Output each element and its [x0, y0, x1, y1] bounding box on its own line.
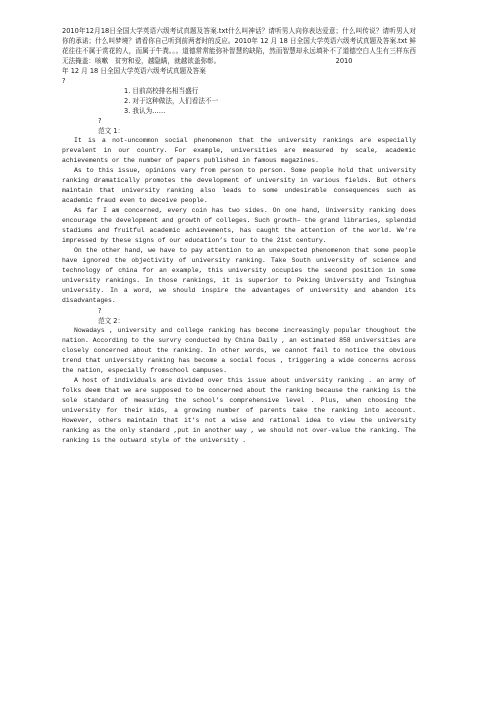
sample1-paragraph: As far I am concerned, every coin has two sides. On one hand, University ranking does encourage the development and growth of colleges. Such growth– the grand libraries, splendid stadiums and fruitful academic achievements, has caught the attention of the world. We’re impressed by these signs of our education’s tour to the 21st century.: [62, 207, 416, 244]
sample1-paragraph: It is a not-uncommon social phenomenon that the university rankings are especially prevalent in our country. For example, universities are measured by scale, academic achievements or the number of papers published in famous magazines.: [62, 137, 416, 164]
sample2-paragraph: Nowadays , university and college ranking has become increasingly popular thoughout the nation. According to the survry conducted by China Daily , an estimated 858 universities are closely concerned about the ranking. In other words, we cannot fail to notice the obvious trend that university ranking has become a social focus , triggering a wide concerns across the nation, especially fromschool campuses.: [62, 327, 416, 374]
marker-question: ?: [98, 117, 102, 125]
document-page: [62, 26, 416, 446]
document-title: 年 12 月 18 日全国大学英语六级考试真题及答案: [62, 67, 206, 75]
marker-question: ?: [98, 307, 102, 315]
outline-item: 2. 对于这种做法，人们看法不一: [124, 97, 219, 105]
outline-list: [62, 86, 416, 116]
sample2-heading: 范文 2：: [98, 317, 125, 325]
marker-question: ?: [62, 77, 66, 85]
sample2-paragraph: A host of individuals are divided over this issue about university ranking . an army of folks deem that we are supposed to be concerned about the ranking because the ranking is the sole standard of measuring the school’s comprehensive level . Plus, when choosing the university for their kids, a growing number of parents take the ranking into account. However, others maintain that it’s not a wise and rational idea to view the university ranking as the only standard ,put in another way , we should not over-value the ranking. The ranking is the outward style of the university .: [62, 377, 416, 444]
outline-item: 3. 我认为……: [124, 107, 166, 115]
sample1-heading: 范文 1：: [98, 127, 125, 135]
intro-paragraph: 2010年12月18日全国大学英语六级考试真题及答案.txt什么叫神话？请听男人向你表达爱意；什么叫传说？请听男人对你的承诺；什么叫梦境？请看你自己听到前两者时的反应。2010年 12 月 18 日全国大学英语六级考试真题及答案.txt 鲜花往往不属于赏花的人，而属于牛粪。。。道德常常能弥补智慧的缺陷，然而智慧却永远填补不了道德空白人生有三样东西无法掩盖：咳嗽 贫穷和爱，越隐瞒，就越欲盖弥彰。 2010: [62, 27, 416, 65]
outline-item: 1. 目前高校排名相当盛行: [124, 87, 199, 95]
sample1-paragraph: On the other hand, we have to pay attention to an unexpected phenomenon that some people have ignored the objectivity of university ranking. Take South university of science and technology of china for an example, this university occupies the second position in some university rankings. In those rankings, it is superior to Peking University and Tsinghua university. In a word, we should inspire the advantages of university and abandon its disadvantages.: [62, 247, 416, 304]
sample1-paragraph: As to this issue, opinions vary from person to person. Some people hold that university ranking dramatically promotes the development of university in various fields. But others maintain that university ranking also leads to some undesirable consequences such as academic fraud even to deceive people.: [62, 167, 416, 204]
